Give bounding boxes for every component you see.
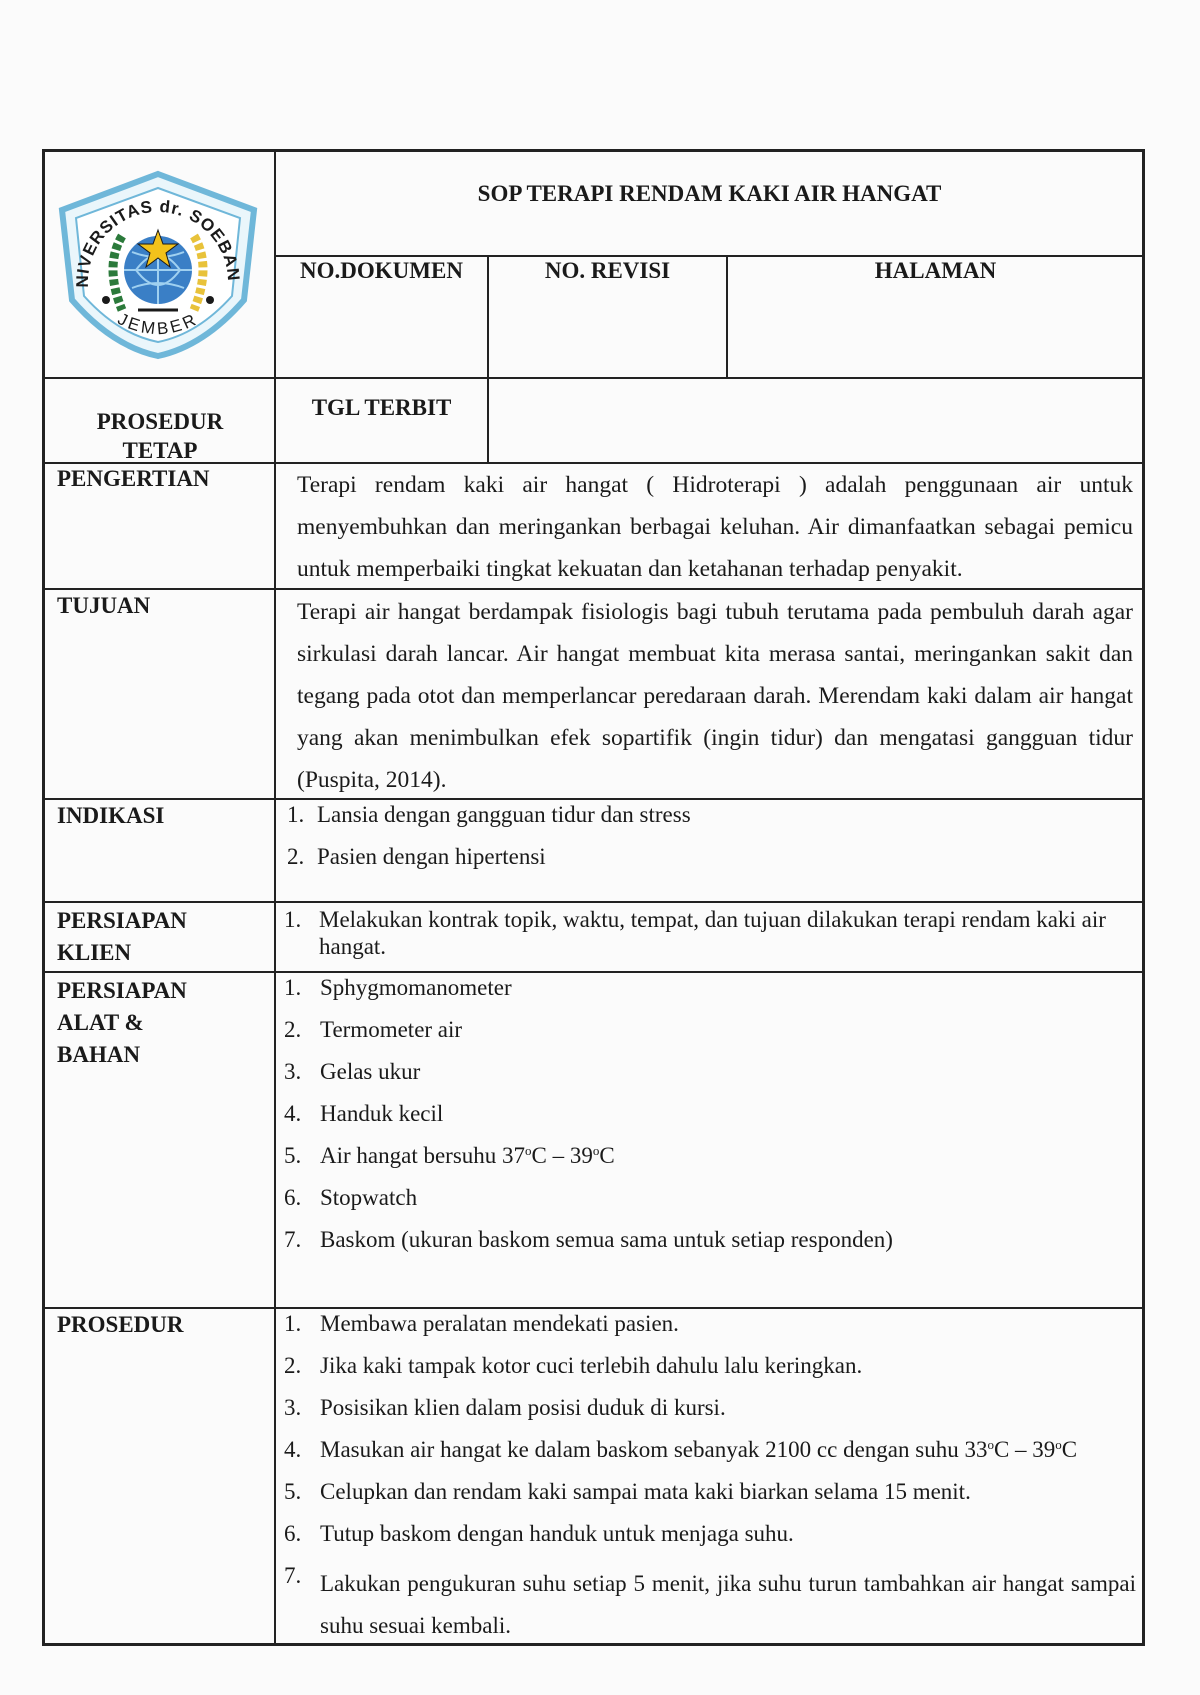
prosedur-item-7: Lakukan pengukuran suhu setiap 5 menit, jika suhu turun tambahkan air hangat sampai suhu sesuai kembali. bbox=[320, 1571, 1136, 1638]
alat-item-3: Gelas ukur bbox=[320, 1059, 421, 1084]
list-item: 1. Membawa peralatan mendekati pasien. bbox=[284, 1311, 679, 1336]
row-line-klien bbox=[42, 971, 1145, 973]
list-item: 3. Gelas ukur bbox=[284, 1059, 421, 1084]
svg-text:UNIVERSITAS dr. SOEBANDI: NIVERSITAS dr. SOEBAN bbox=[72, 196, 244, 288]
list-item: 2. Termometer air bbox=[284, 1017, 463, 1042]
prosedur-item-5: Celupkan dan rendam kaki sampai mata kaki biarkan selama 15 menit. bbox=[320, 1479, 971, 1504]
prosedur-item-1: Membawa peralatan mendekati pasien. bbox=[320, 1311, 679, 1336]
row-line-alat bbox=[42, 1307, 1145, 1309]
university-logo bbox=[54, 170, 262, 360]
list-item: 2. Jika kaki tampak kotor cuci terlebih dahulu lalu keringkan. bbox=[284, 1353, 863, 1378]
indikasi-label: INDIKASI bbox=[57, 803, 165, 828]
alat-item-4: Handuk kecil bbox=[320, 1101, 444, 1126]
prosedur-item-4: Masukan air hangat ke dalam baskom sebanyak 2100 cc dengan suhu 33$^o$C – 39$^o$C bbox=[320, 1437, 1078, 1462]
halaman-label: HALAMAN bbox=[874, 258, 997, 283]
logo-shield-icon bbox=[54, 170, 262, 360]
persiapan-alat-label: PERSIAPAN ALAT & BAHAN bbox=[57, 978, 187, 1067]
alat-item-2: Termometer air bbox=[320, 1017, 463, 1042]
list-item: 6. Tutup baskom dengan handuk untuk menjaga suhu. bbox=[284, 1521, 794, 1546]
list-item: 7. Lakukan pengukuran suhu setiap 5 menit, jika suhu turun tambahkan air hangat sampai suhu sesuai kembali. bbox=[284, 1563, 1134, 1647]
prosedur-item-2: Jika kaki tampak kotor cuci terlebih dahulu lalu keringkan. bbox=[320, 1353, 863, 1378]
list-item: 1. Sphygmomanometer bbox=[284, 975, 512, 1000]
list-item: 7. Baskom (ukuran baskom semua sama untuk setiap responden) bbox=[284, 1227, 893, 1252]
alat-item-1: Sphygmomanometer bbox=[320, 975, 512, 1000]
persiapan-klien-label: PERSIAPAN KLIEN bbox=[57, 908, 187, 965]
indikasi-item-2: Pasien dengan hipertensi bbox=[317, 844, 546, 869]
prosedur-tetap-label: PROSEDUR TETAP bbox=[96, 409, 224, 463]
column-divider bbox=[274, 149, 276, 1646]
tujuan-text: Terapi air hangat berdampak fisiologis bagi tubuh terutama pada pembuluh darah agar sirkulasi darah lancar. Air hangat membuat kita merasa santai, meringankan sakit dan tegang pada otot dan memperlancar peredaraan darah. Merendam kaki dalam air hangat yang akan menimbulkan efek sopartifik (ingin tidur) dan mengatasi gangguan tidur (Puspita, 2014). bbox=[297, 599, 1133, 793]
no-revisi-label: NO. REVISI bbox=[544, 258, 671, 283]
document-title: SOP TERAPI RENDAM KAKI AIR HANGAT bbox=[477, 181, 942, 206]
row-line-indikasi bbox=[42, 901, 1145, 903]
prosedur-list bbox=[284, 1311, 1134, 1647]
prosedur-item-6: Tutup baskom dengan handuk untuk menjaga suhu. bbox=[320, 1521, 794, 1546]
alat-item-5: Air hangat bersuhu 37$^o$C – 39$^o$C bbox=[320, 1143, 615, 1168]
prosedur-item-3: Posisikan klien dalam posisi duduk di kursi. bbox=[320, 1395, 726, 1420]
table-border-top bbox=[42, 149, 1145, 152]
indikasi-list bbox=[287, 802, 1137, 886]
persiapan-klien-item-1: Melakukan kontrak topik, waktu, tempat, dan tujuan dilakukan terapi rendam kaki air hangat. bbox=[319, 907, 1106, 959]
table-border-right bbox=[1142, 149, 1145, 1646]
table-border-left bbox=[42, 149, 45, 1646]
svg-text:JEMBER: JEMBER bbox=[114, 309, 202, 339]
list-item: 3. Posisikan klien dalam posisi duduk di kursi. bbox=[284, 1395, 726, 1420]
row-line-header bbox=[42, 377, 1145, 379]
list-item: 6. Stopwatch bbox=[284, 1185, 418, 1210]
tgl-terbit-label: TGL TERBIT bbox=[311, 395, 452, 420]
alat-item-6: Stopwatch bbox=[320, 1185, 418, 1210]
list-item: 2. Pasien dengan hipertensi bbox=[287, 844, 546, 869]
tujuan-label: TUJUAN bbox=[57, 593, 151, 618]
indikasi-item-1: Lansia dengan gangguan tidur dan stress bbox=[317, 802, 691, 827]
persiapan-alat-list bbox=[284, 975, 1134, 1269]
list-item: 4. Masukan air hangat ke dalam baskom sebanyak 2100 cc dengan suhu 33$^o$C – 39$^o$C bbox=[284, 1437, 1078, 1462]
col-line-dokumen bbox=[487, 255, 489, 463]
pengertian-text: Terapi rendam kaki air hangat ( Hidroterapi ) adalah penggunaan air untuk menyembuhkan dan meringankan berbagai keluhan. Air dimanfaatkan sebagai pemicu untuk memperbaiki tingkat kekuatan dan ketahanan terhadap penyakit. bbox=[297, 472, 1133, 582]
prosedur-label: PROSEDUR bbox=[57, 1312, 184, 1337]
alat-item-7: Baskom (ukuran baskom semua sama untuk setiap responden) bbox=[320, 1227, 893, 1252]
pengertian-label: PENGERTIAN bbox=[57, 466, 210, 491]
no-dokumen-label: NO.DOKUMEN bbox=[300, 258, 463, 283]
list-item: 5. Celupkan dan rendam kaki sampai mata kaki biarkan selama 15 menit. bbox=[284, 1479, 971, 1504]
persiapan-klien-number: 1. bbox=[284, 907, 302, 932]
list-item: 1. Lansia dengan gangguan tidur dan stress bbox=[287, 802, 691, 827]
list-item: 4. Handuk kecil bbox=[284, 1101, 444, 1126]
list-item: 5. Air hangat bersuhu 37$^o$C – 39$^o$C bbox=[284, 1143, 615, 1168]
